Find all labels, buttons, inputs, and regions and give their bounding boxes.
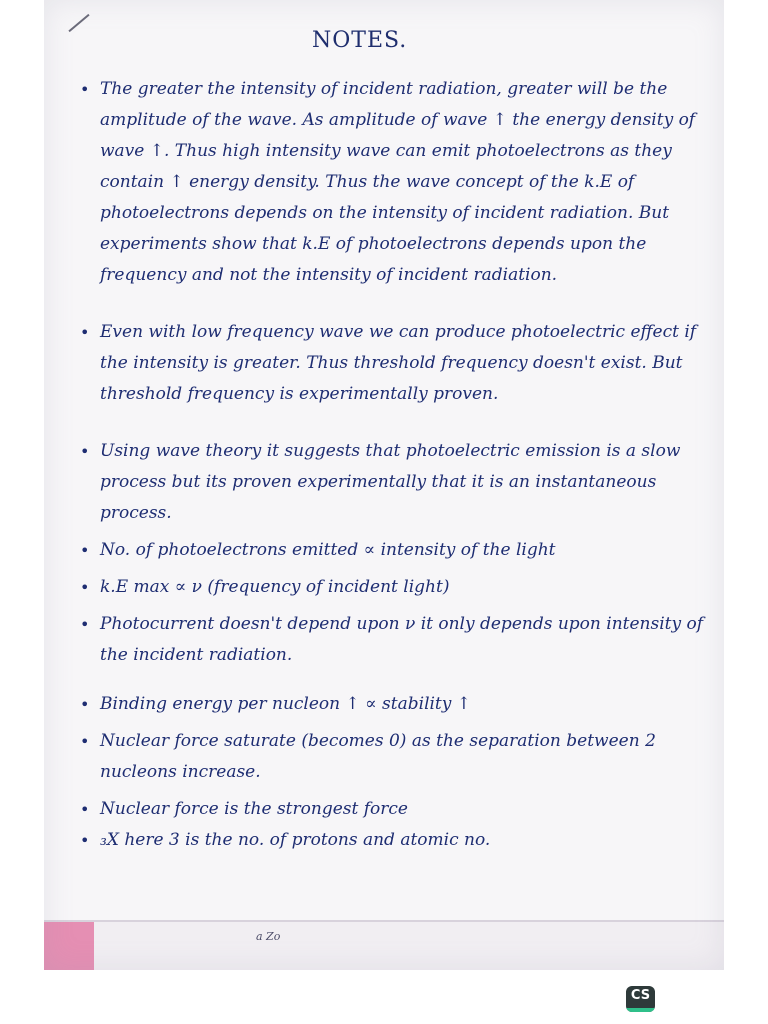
bullet-icon: •: [80, 541, 90, 560]
note-text: No. of photoelectrons emitted ∝ intensity of the light: [100, 540, 556, 560]
page-bottom-band: [94, 922, 724, 970]
footer-scribble: a Zo: [256, 930, 281, 943]
note-text: Nuclear force is the strongest force: [100, 799, 408, 819]
pink-paper-strip: [44, 922, 94, 970]
note-item: [78, 436, 714, 529]
logo-stripe: [626, 1008, 655, 1012]
note-text: Photocurrent doesn't depend upon ν it only depends upon intensity of the incident radiation.: [100, 614, 704, 665]
note-item: [78, 689, 714, 720]
bullet-icon: •: [80, 831, 90, 850]
bullet-icon: •: [80, 323, 90, 342]
note-text: k.E max ∝ ν (frequency of incident light): [100, 577, 450, 597]
bullet-icon: •: [80, 615, 90, 634]
note-text: ₃X here 3 is the no. of protons and atomic no.: [100, 830, 491, 850]
bullet-icon: •: [80, 442, 90, 461]
bullet-icon: •: [80, 578, 90, 597]
note-item: [78, 726, 714, 788]
note-item: [78, 825, 714, 856]
note-text: Even with low frequency wave we can produce photoelectric effect if the intensity is greater. Thus threshold frequency doesn't exist. But threshold frequency is experimentally proven.: [100, 322, 697, 404]
notes-list: [78, 74, 714, 856]
page-title: NOTES.: [312, 28, 408, 53]
note-item: [78, 794, 714, 825]
bullet-icon: •: [80, 732, 90, 751]
camscanner-logo-icon: [626, 986, 655, 1012]
note-item: [78, 317, 714, 410]
note-text: Nuclear force saturate (becomes 0) as the separation between 2 nucleons increase.: [100, 731, 656, 782]
note-item: [78, 572, 714, 603]
logo-label: CS: [630, 988, 651, 1003]
bullet-icon: •: [80, 80, 90, 99]
bullet-icon: •: [80, 695, 90, 714]
note-text: Using wave theory it suggests that photoelectric emission is a slow process but its proven experimentally that it is an instantaneous process.: [100, 441, 681, 523]
note-item: [78, 609, 714, 671]
note-item: [78, 74, 714, 291]
note-text: The greater the intensity of incident radiation, greater will be the amplitude of the wave. As amplitude of wave ↑ the energy density of wave ↑. Thus high intensity wave can emit photoelectrons as they contain ↑ energy density. Thus the wave concept of the k.E of photoelectrons depends on the intensity of incident radiation. But experiments show that k.E of photoelectrons depends upon the frequency and not the intensity of incident radiation.: [100, 79, 696, 285]
bullet-icon: •: [80, 800, 90, 819]
note-text: Binding energy per nucleon ↑ ∝ stability ↑: [100, 694, 472, 714]
note-item: [78, 535, 714, 566]
